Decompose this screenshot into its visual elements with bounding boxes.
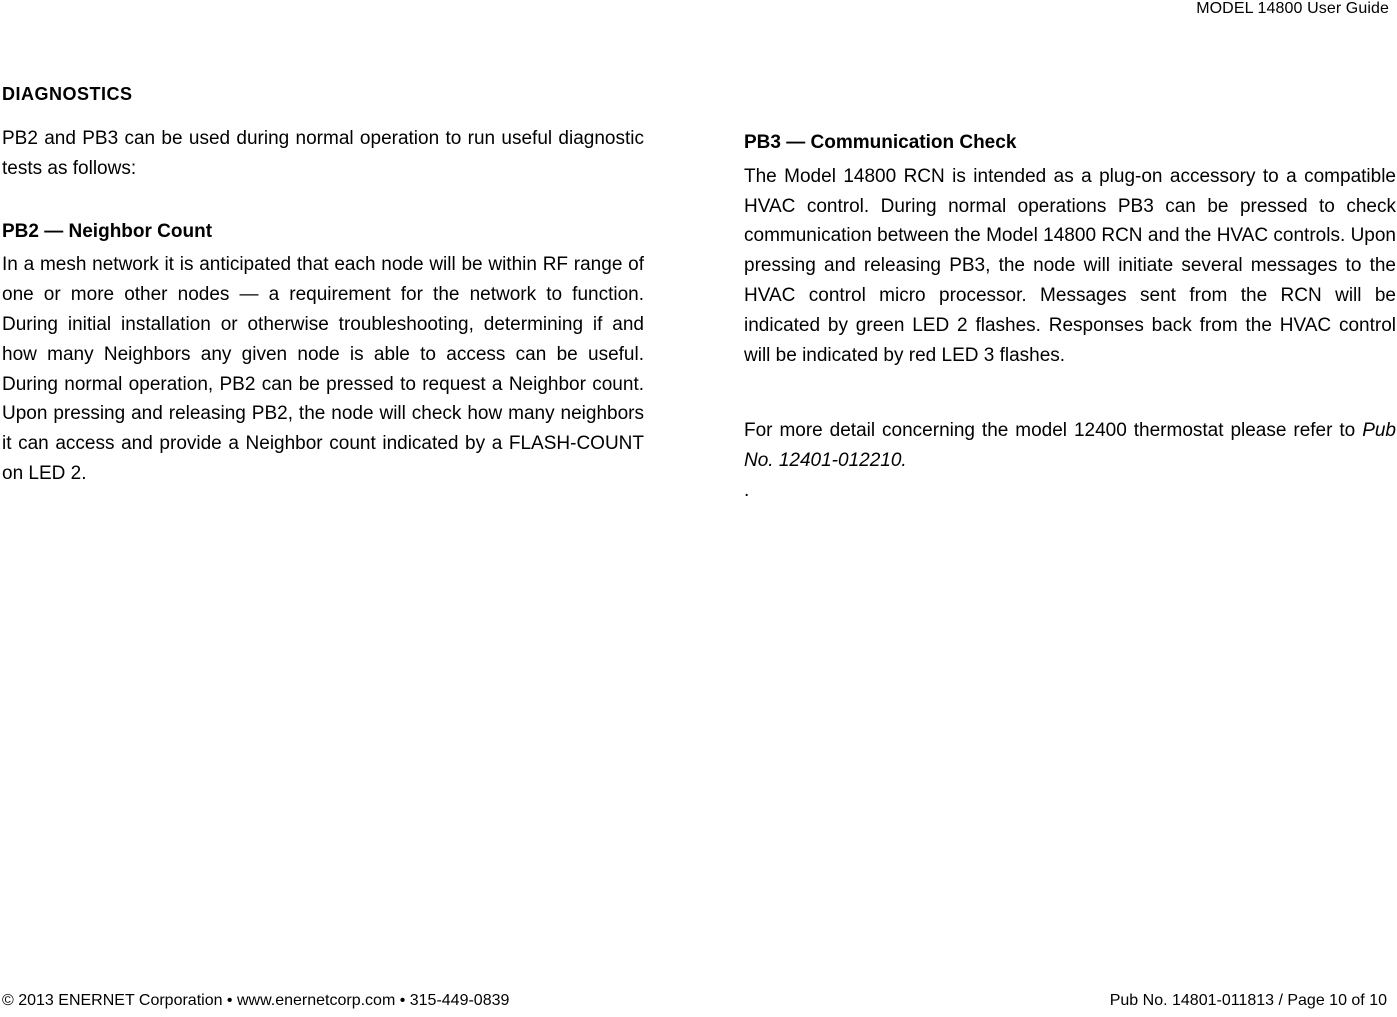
section-title: DIAGNOSTICS (2, 84, 133, 104)
left-column (2, 124, 644, 489)
pb3-heading: PB3 — Communication Check (744, 132, 1017, 153)
pb2-heading: PB2 — Neighbor Count (2, 220, 213, 242)
footer-page-info: Pub No. 14801-011813 / Page 10 of 10 (1109, 992, 1387, 1009)
stray-mark: . (744, 479, 750, 501)
pb3-paragraph: The Model 14800 RCN is intended as a plug-on accessory to a compatible HVAC control. During normal operations PB3 can be pressed to check communication between the Model 14800 RCN and the HVAC controls. Upon pressing and releasing PB3, the node will initiate several messages to the HVAC control micro processor. Messages sent from the RCN will be indicated by green LED 2 flashes. Responses back from the HVAC control will be indicated by red LED 3 flashes. (744, 165, 1396, 366)
right-column (744, 128, 1396, 506)
more-detail-paragraph (744, 416, 1396, 476)
pub-reference: Pub No. 12401-012210 (744, 420, 1396, 472)
page-header-title: MODEL 14800 User Guide (1196, 0, 1389, 17)
pub-reference-period: . (901, 450, 907, 472)
intro-paragraph: PB2 and PB3 can be used during normal operation to run useful diagnostic tests as follows: (2, 128, 644, 179)
footer-copyright: © 2013 ENERNET Corporation • www.enernetcorp.com • 315-449-0839 (2, 992, 510, 1009)
more-detail-text: For more detail concerning the model 12400 thermostat please refer to (744, 420, 1363, 442)
pb2-paragraph: In a mesh network it is anticipated that each node will be within RF range of one or more other nodes — a requirement for the network to function. During initial installation or otherwise troubleshooting, determining if and how many Neighbors any given node is able to access can be useful. During normal operation, PB2 can be pressed to request a Neighbor count. Upon pressing and releasing PB2, the node will check how many neighbors it can access and provide a Neighbor count indicated by a FLASH-COUNT on LED 2. (2, 254, 644, 484)
